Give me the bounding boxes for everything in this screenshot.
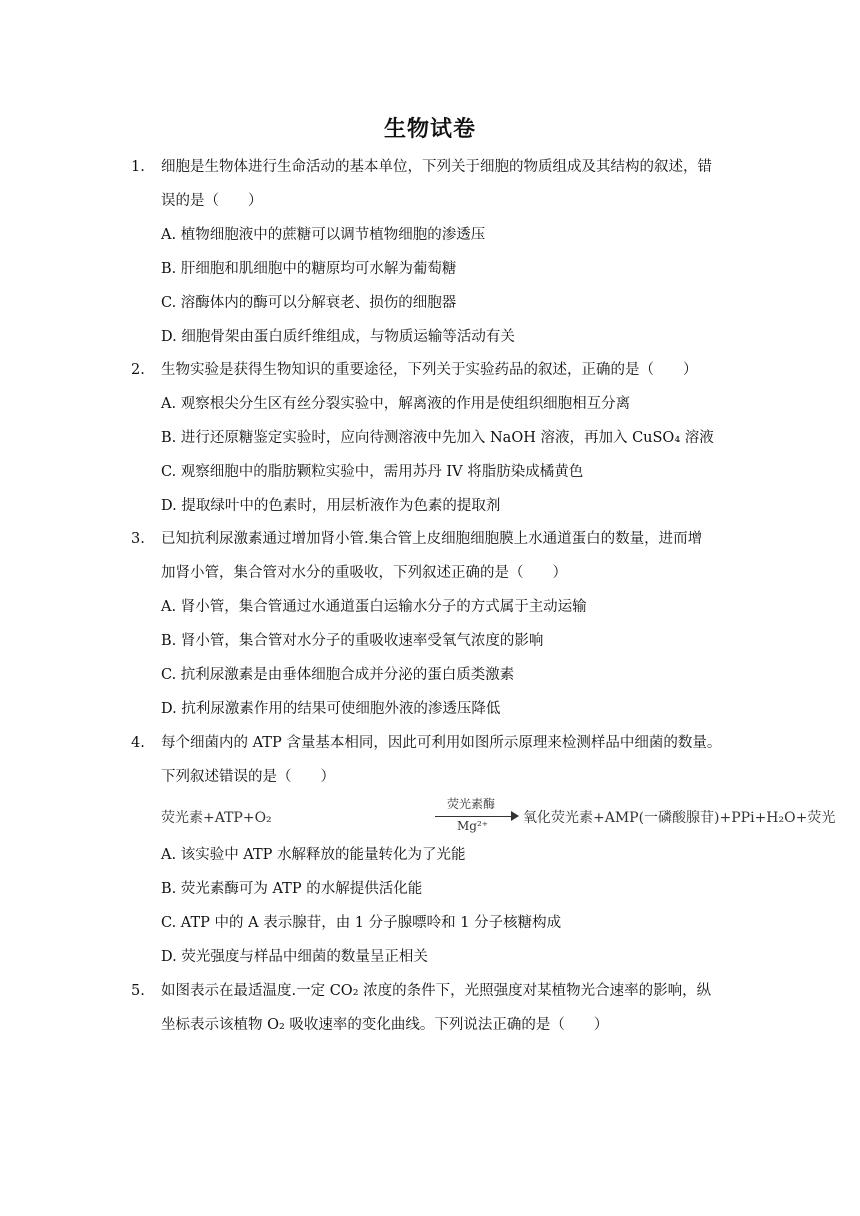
question-5-number: 5. [131,983,145,999]
question-4-option-c: C. ATP 中的 A 表示腺苷，由 1 分子腺嘌呤和 1 分子核糖构成 [161,915,562,931]
question-4-option-d: D. 荧光强度与样品中细菌的数量呈正相关 [161,949,428,965]
question-4-option-a: A. 该实验中 ATP 水解释放的能量转化为了光能 [161,847,466,863]
question-2-option-a: A. 观察根尖分生区有丝分裂实验中，解离液的作用是使组织细胞相互分离 [161,396,631,412]
equation-catalyst-label: 荧光素酶 [447,797,496,811]
question-2-option-d: D. 提取绿叶中的色素时，用层析液作为色素的提取剂 [161,498,501,514]
question-1-option-c: C. 溶酶体内的酶可以分解衰老、损伤的细胞器 [161,295,457,311]
question-2-stem-line-1: 生物实验是获得生物知识的重要途径，下列关于实验药品的叙述，正确的是（ ） [161,362,698,378]
equation-products: 氧化荧光素+AMP(一磷酸腺苷)+PPi+H₂O+荧光 [523,810,836,826]
question-2-option-b: B. 进行还原糖鉴定实验时，应向待测溶液中先加入 NaOH 溶液，再加入 CuSO₄ 溶液 [161,430,714,446]
question-1-stem-line-2: 误的是（ ） [161,193,263,209]
question-4-stem-line-1: 每个细菌内的 ATP 含量基本相同，因此可利用如图所示原理来检测样品中细菌的数量。 [161,735,722,751]
question-5-stem-line-2: 坐标表示该植物 O₂ 吸收速率的变化曲线。下列说法正确的是（ ） [161,1017,609,1033]
question-4-stem-line-2: 下列叙述错误的是（ ） [161,769,335,785]
question-3-option-d: D. 抗利尿激素作用的结果可使细胞外液的渗透压降低 [161,701,501,717]
question-3-stem-line-1: 已知抗利尿激素通过增加肾小管.集合管上皮细胞细胞膜上水通道蛋白的数量，进而增 [161,531,703,547]
question-5-stem-line-1: 如图表示在最适温度.一定 CO₂ 浓度的条件下，光照强度对某植物光合速率的影响，纵 [161,983,712,999]
question-1-option-d: D. 细胞骨架由蛋白质纤维组成，与物质运输等活动有关 [161,329,515,345]
question-3-number: 3. [131,531,145,547]
reaction-equation [161,795,836,835]
question-4-option-b: B. 荧光素酶可为 ATP 的水解提供活化能 [161,881,423,897]
question-2-number: 2. [131,362,145,378]
question-1-option-b: B. 肝细胞和肌细胞中的糖原均可水解为葡萄糖 [161,261,457,277]
question-2-option-c: C. 观察细胞中的脂肪颗粒实验中，需用苏丹 IV 将脂肪染成橘黄色 [161,464,584,480]
question-3-option-b: B. 肾小管，集合管对水分子的重吸收速率受氧气浓度的影响 [161,633,544,649]
question-3-option-a: A. 肾小管，集合管通过水通道蛋白运输水分子的方式属于主动运输 [161,599,587,615]
question-4-number: 4. [131,735,145,751]
question-1-number: 1. [131,159,145,175]
question-1-option-a: A. 植物细胞液中的蔗糖可以调节植物细胞的渗透压 [161,227,486,243]
question-1-stem-line-1: 细胞是生物体进行生命活动的基本单位，下列关于细胞的物质组成及其结构的叙述，错 [161,159,712,175]
equation-cofactor-label: Mg²⁺ [457,819,489,833]
question-3-stem-line-2: 加肾小管，集合管对水分的重吸收，下列叙述正确的是（ ） [161,565,567,581]
question-3-option-c: C. 抗利尿激素是由垂体细胞合成并分泌的蛋白质类激素 [161,667,515,683]
equation-reactants: 荧光素+ATP+O₂ [161,810,272,826]
page-title: 生物试卷 [383,116,476,142]
